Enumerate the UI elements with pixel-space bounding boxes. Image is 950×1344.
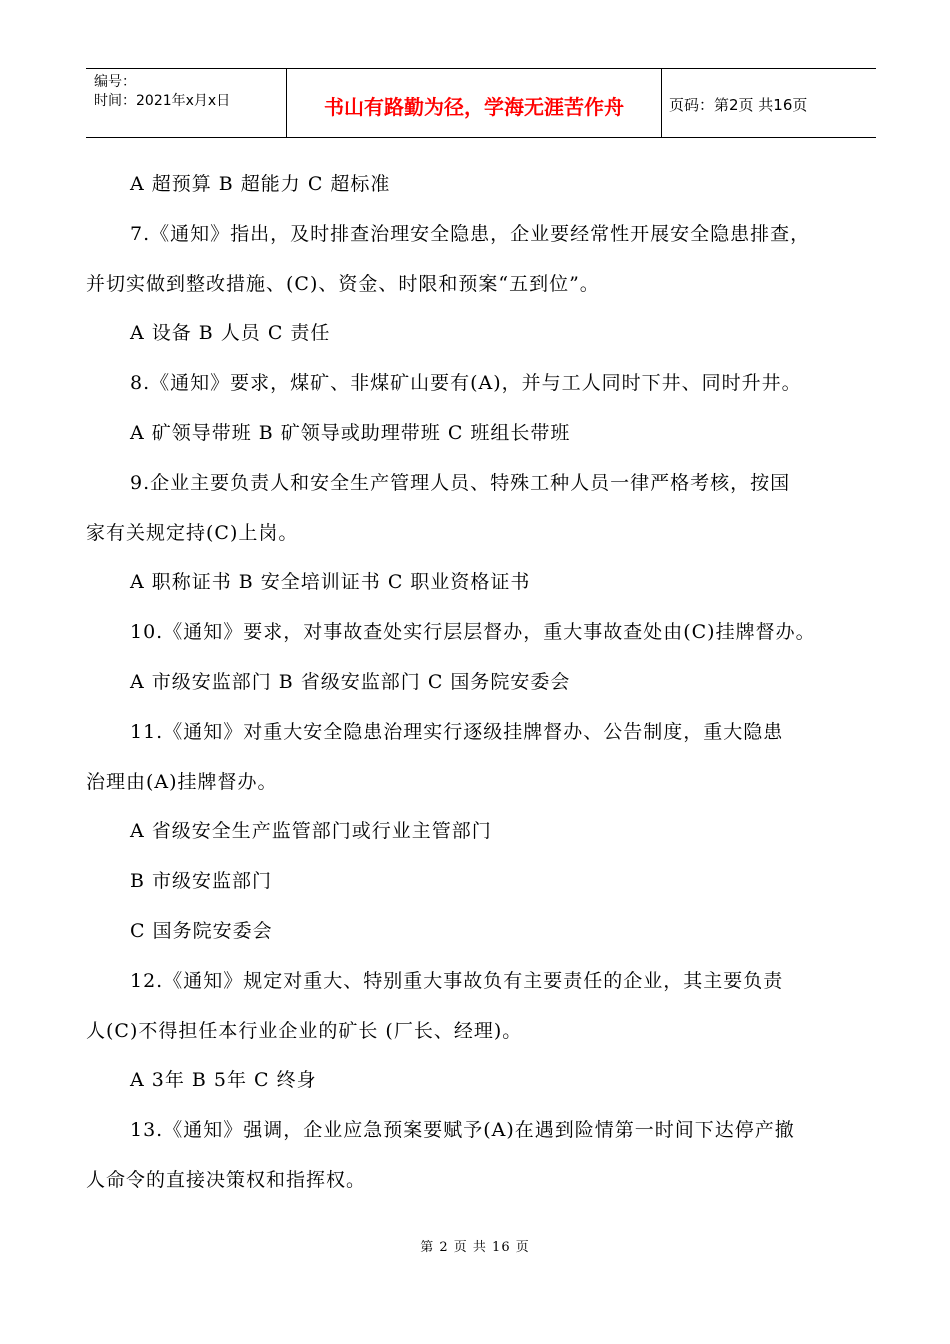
header-page-cell <box>661 69 876 137</box>
header-motto-cell <box>286 69 662 137</box>
option-line: B 市级安监部门 <box>130 870 273 893</box>
question-line: 12.《通知》规定对重大、特别重大事故负有主要责任的企业，其主要负责 <box>130 969 784 992</box>
document-time-label: 时间：2021年x月x日 <box>94 93 231 109</box>
question-line: 10.《通知》要求，对事故查处实行层层督办，重大事故查处由(C)挂牌督办。 <box>130 621 816 644</box>
option-line: A 3年 B 5年 C 终身 <box>130 1069 317 1092</box>
question-line-cont: 人(C)不得担任本行业企业的矿长 (厂长、经理)。 <box>86 1019 523 1042</box>
header-motto: 书山有路勤为径，学海无涯苦作舟 <box>324 95 624 119</box>
question-line: 9.企业主要负责人和安全生产管理人员、特殊工种人员一律严格考核，按国 <box>130 471 791 494</box>
document-body <box>86 160 876 1206</box>
question-line: 8.《通知》要求，煤矿、非煤矿山要有(A)，并与工人同时下井、同时升井。 <box>130 372 802 395</box>
header-info-cell <box>86 69 286 137</box>
question-line: 7.《通知》指出，及时排查治理安全隐患，企业要经常性开展安全隐患排查， <box>130 222 811 245</box>
question-line: 11.《通知》对重大安全隐患治理实行逐级挂牌督办、公告制度，重大隐患 <box>130 720 784 743</box>
option-line: A 矿领导带班 B 矿领导或助理带班 C 班组长带班 <box>130 421 571 444</box>
document-number-label: 编号： <box>94 74 136 90</box>
option-line: A 职称证书 B 安全培训证书 C 职业资格证书 <box>130 571 531 594</box>
option-line: C 国务院安委会 <box>130 919 273 942</box>
question-line: 13.《通知》强调，企业应急预案要赋予(A)在遇到险情第一时间下达停产撤 <box>130 1119 795 1142</box>
page-footer: 第 2 页 共 16 页 <box>420 1240 530 1255</box>
page-header <box>86 68 876 138</box>
question-line-cont: 并切实做到整改措施、(C)、资金、时限和预案“五到位”。 <box>86 272 600 295</box>
question-line-cont: 家有关规定持(C)上岗。 <box>86 521 299 544</box>
question-line-cont: 人命令的直接决策权和指挥权。 <box>86 1168 367 1191</box>
option-line: A 省级安全生产监管部门或行业主管部门 <box>130 820 492 843</box>
header-page-number: 页码：第2页 共16页 <box>669 96 808 114</box>
option-line: A 市级安监部门 B 省级安监部门 C 国务院安委会 <box>130 670 571 693</box>
question-line-cont: 治理由(A)挂牌督办。 <box>86 770 278 793</box>
option-line: A 超预算 B 超能力 C 超标准 <box>130 173 391 195</box>
option-line: A 设备 B 人员 C 责任 <box>130 322 331 345</box>
